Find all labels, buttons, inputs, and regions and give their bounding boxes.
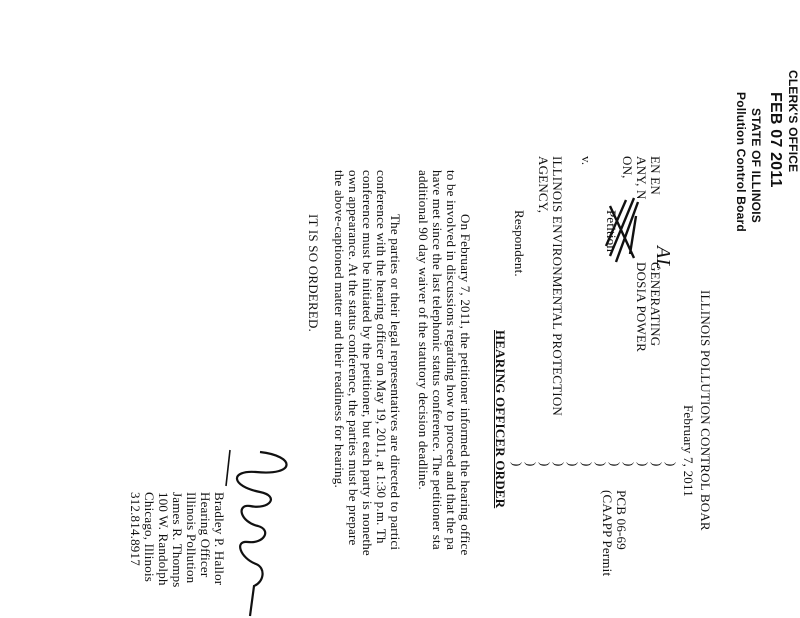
case-number: PCB 06-69 [614,490,629,550]
board-title: ILLINOIS POLLUTION CONTROL BOAR [698,290,713,531]
case-type: (CAAPP Permit [600,490,615,577]
paragraph-1-line-2: to be involved in discussions regarding how to proceed and that the pa [444,170,459,551]
closing: IT IS SO ORDERED. [306,214,321,333]
paragraph-2-line-3: conference must be initiated by the petitioner, but each party is nonethe [360,170,375,556]
header-date: February 7, 2011 [681,405,696,497]
paragraph-2-line-4: own appearance. At the status conference, the parties must be prepare [346,170,361,546]
respondent-line-2: AGENCY, [536,156,551,214]
signature-building: James R. Thomps [170,492,185,588]
paragraph-2-line-2: conference with the hearing officer on May 19, 2011, at 1:30 p.m. Th [374,170,389,544]
petitioner-tail-1: GENERATING [648,262,663,347]
signature-scribble [220,446,300,618]
signature-street: 100 W. Randolph [156,492,171,586]
petitioner-line-1: EN EN [648,156,663,195]
stamp-office: CLERK'S OFFICE [786,70,800,173]
stamp-board: Pollution Control Board [734,92,748,232]
caption-brackets: ) ) ) ) ) ) ) ) ) ) ) ) [510,462,679,467]
stamp-state: STATE OF ILLINOIS [749,108,763,223]
signature-city: Chicago, Illinois [142,492,157,583]
signature-name: Bradley P. Hallor [212,492,227,586]
petitioner-line-2: ANY, N [634,156,649,200]
petitioner-label: Petition [604,210,619,253]
respondent-line-1: ILLINOIS ENVIRONMENTAL PROTECTION [550,156,565,416]
signature-agency: Illinois Pollution [184,492,199,584]
paragraph-1-line-3: have met since the last telephonic status conference. The petitioner sta [430,170,445,550]
paragraph-1-line-1: On February 7, 2011, the petitioner informed the hearing office [458,214,473,556]
order-title: HEARING OFFICER ORDER [493,330,508,509]
stamp-date: FEB 07 2011 [767,92,784,188]
paragraph-1-line-4: additional 90 day waiver of the statutory decision deadline. [416,170,431,490]
handwritten-initials: AL [652,246,674,270]
versus: v. [579,156,594,166]
petitioner-line-3: ON, [620,156,635,179]
signature-title: Hearing Officer [198,492,213,578]
paragraph-2-line-5: the above-captioned matter and their readiness for hearing. [332,170,347,488]
petitioner-tail-2: DOSIA POWER [634,262,649,352]
respondent-label: Respondent. [512,210,527,277]
signature-phone: 312.814.8917 [128,492,143,566]
paragraph-2-line-1: The parties or their legal representatives are directed to partici [388,214,403,551]
